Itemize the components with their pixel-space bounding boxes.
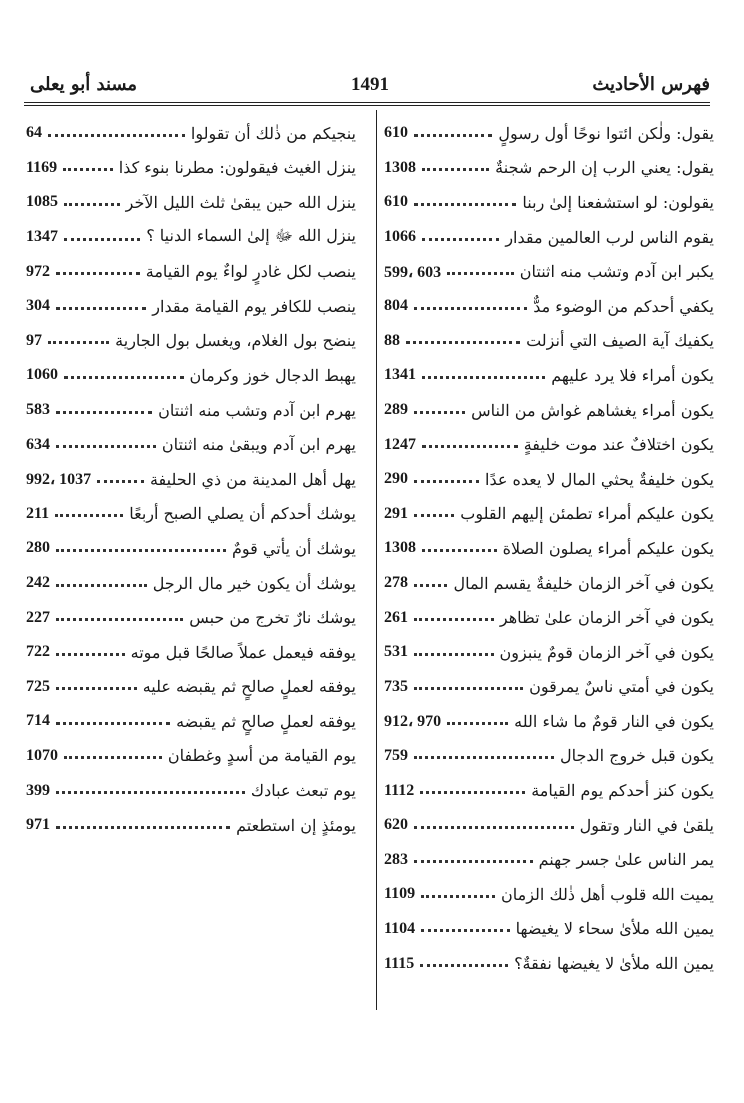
dot-leader: [447, 722, 508, 725]
hadith-number: 1070: [26, 746, 58, 764]
index-entry: [384, 220, 714, 255]
index-entry: [384, 324, 714, 359]
dot-leader: [56, 687, 137, 690]
index-column-left: [26, 116, 356, 842]
hadith-incipit: يكفي أحدكم من الوضوء مدٌّ: [533, 296, 714, 316]
hadith-incipit: يمين الله ملأىٰ لا يغيضها نفقةٌ؟: [514, 954, 714, 974]
index-entry: [384, 462, 714, 497]
hadith-number: 1085: [26, 193, 58, 211]
hadith-incipit: يكون أمراء يغشاهم غواش من الناس: [471, 400, 714, 420]
hadith-number: 64: [26, 124, 42, 142]
index-entry: [384, 877, 714, 912]
dot-leader: [414, 307, 527, 310]
index-entry: [26, 635, 356, 670]
hadith-number: 971: [26, 816, 50, 834]
hadith-number: 278: [384, 574, 408, 592]
hadith-number: 1115: [384, 954, 415, 972]
hadith-incipit: يومئذٍ إن استطعتم: [236, 815, 356, 835]
hadith-incipit: يهبط الدجال خوز وكرمان: [189, 365, 356, 385]
hadith-number: 283: [384, 850, 408, 868]
dot-leader: [414, 411, 465, 414]
index-entry: [384, 773, 714, 808]
hadith-incipit: يهرم ابن آدم وتشب منه اثنتان: [158, 400, 356, 420]
dot-leader: [422, 238, 499, 241]
dot-leader: [48, 134, 185, 137]
hadith-number: 610: [384, 124, 408, 142]
index-entry: [384, 808, 714, 843]
index-entry: [26, 531, 356, 566]
index-entry: [384, 946, 714, 981]
index-entry: [26, 739, 356, 774]
book-title: مسند أبو يعلى: [30, 74, 138, 95]
hadith-incipit: يكون اختلافٌ عند موت خليفةٍ: [523, 435, 714, 455]
hadith-number: 1109: [384, 885, 416, 903]
dot-leader: [56, 826, 230, 829]
dot-leader: [56, 445, 156, 448]
hadith-number: 1066: [384, 228, 416, 246]
hadith-incipit: يكفيك آية الصيف التي أنزلت: [526, 331, 714, 351]
index-entry: [384, 116, 714, 151]
hadith-number: 725: [26, 677, 50, 695]
index-entry: [384, 289, 714, 324]
hadith-number: 1341: [384, 366, 416, 384]
hadith-number: 759: [384, 746, 408, 764]
dot-leader: [421, 895, 495, 898]
hadith-number: 972: [26, 262, 50, 280]
page-header: [30, 62, 710, 102]
index-entry: [26, 116, 356, 151]
index-entry: [26, 462, 356, 497]
hadith-incipit: ينزل الغيث فيقولون: مطرنا بنوء كذا: [118, 158, 356, 178]
index-entry: [26, 808, 356, 843]
hadith-incipit: ينصب للكافر يوم القيامة مقدار: [152, 296, 356, 316]
hadith-incipit: يكون خليفةٌ يحثي المال لا يعده عدًا: [485, 469, 714, 489]
hadith-incipit: يقول: ولٰكن ائتوا نوحًا أول رسولٍ: [498, 123, 714, 143]
dot-leader: [406, 341, 520, 344]
dot-leader: [56, 618, 183, 621]
dot-leader: [414, 826, 574, 829]
index-entry: [384, 635, 714, 670]
index-entry: [26, 289, 356, 324]
dot-leader: [420, 791, 525, 794]
hadith-incipit: يكون في النار قومٌ ما شاء الله: [514, 711, 714, 731]
hadith-number: 1169: [26, 158, 58, 176]
index-entry: [26, 151, 356, 186]
hadith-incipit: يوشك أحدكم أن يصلي الصبح أربعًا: [129, 504, 356, 524]
hadith-number: 610: [384, 193, 408, 211]
hadith-incipit: يكون قبل خروج الدجال: [559, 746, 714, 766]
dot-leader: [56, 791, 245, 794]
hadith-incipit: يمر الناس علىٰ جسر جهنم: [538, 850, 714, 870]
dot-leader: [414, 134, 492, 137]
hadith-number: 261: [384, 608, 408, 626]
header-rule: [24, 102, 710, 103]
dot-leader: [56, 722, 170, 725]
hadith-number: 399: [26, 781, 50, 799]
index-entry: [26, 324, 356, 359]
page-number: 1491: [351, 74, 389, 95]
dot-leader: [56, 411, 152, 414]
hadith-incipit: يوشك نارٌ تخرج من حبس: [189, 608, 356, 628]
dot-leader: [64, 376, 184, 379]
dot-leader: [422, 549, 497, 552]
hadith-incipit: يوفقه لعملٍ صالحٍ ثم يقبضه عليه: [142, 677, 356, 697]
hadith-number: 289: [384, 401, 408, 419]
hadith-incipit: يكون كنز أحدكم يوم القيامة: [531, 781, 714, 801]
hadith-number: 735: [384, 677, 408, 695]
hadith-number: 620: [384, 816, 408, 834]
dot-leader: [414, 480, 479, 483]
dot-leader: [64, 238, 140, 241]
index-entry: [384, 842, 714, 877]
hadith-number: 1104: [384, 919, 416, 937]
index-entry: [26, 427, 356, 462]
hadith-number: 599، 603: [384, 263, 442, 281]
index-column-right: [384, 116, 714, 981]
dot-leader: [414, 203, 516, 206]
hadith-number: 88: [384, 331, 400, 349]
hadith-incipit: يكون أمراء فلا يرد عليهم: [551, 365, 714, 385]
hadith-number: 722: [26, 643, 50, 661]
dot-leader: [63, 168, 113, 171]
dot-leader: [447, 272, 514, 275]
hadith-number: 304: [26, 297, 50, 315]
index-entry: [384, 358, 714, 393]
index-entry: [26, 670, 356, 705]
hadith-incipit: يقول: يعني الرب إن الرحم شجنةٌ: [495, 158, 714, 178]
running-title: فهرس الأحاديث: [592, 74, 710, 95]
hadith-number: 227: [26, 608, 50, 626]
hadith-incipit: يكون في آخر الزمان خليفةٌ يقسم المال: [453, 573, 714, 593]
index-entry: [384, 427, 714, 462]
dot-leader: [414, 653, 494, 656]
hadith-number: 1347: [26, 228, 58, 246]
dot-leader: [56, 584, 147, 587]
hadith-number: 714: [26, 712, 50, 730]
hadith-number: 583: [26, 401, 50, 419]
dot-leader: [420, 964, 508, 967]
hadith-incipit: يكون عليكم أمراء يصلون الصلاة: [502, 538, 714, 558]
hadith-incipit: يكبر ابن آدم وتشب منه اثنتان: [519, 262, 714, 282]
dot-leader: [64, 203, 120, 206]
hadith-number: 1112: [384, 781, 415, 799]
hadith-number: 242: [26, 574, 50, 592]
dot-leader: [414, 756, 554, 759]
hadith-incipit: يقوم الناس لرب العالمين مقدار: [505, 227, 714, 247]
index-entry: [384, 393, 714, 428]
hadith-number: 1308: [384, 158, 416, 176]
hadith-number: 1060: [26, 366, 58, 384]
index-entry: [384, 566, 714, 601]
index-entry: [384, 531, 714, 566]
hadith-incipit: ينصب لكل غادرٍ لواءٌ يوم القيامة: [145, 262, 356, 282]
hadith-incipit: يوشك أن يأتي قومٌ: [232, 538, 356, 558]
hadith-number: 992، 1037: [26, 471, 92, 489]
dot-leader: [55, 514, 123, 517]
index-entry: [26, 220, 356, 255]
index-entry: [384, 497, 714, 532]
dot-leader: [56, 653, 125, 656]
index-entry: [384, 739, 714, 774]
hadith-number: 291: [384, 504, 408, 522]
index-entry: [26, 773, 356, 808]
dot-leader: [56, 307, 146, 310]
index-entry: [26, 254, 356, 289]
hadith-incipit: يوفقه لعملٍ صالحٍ ثم يقبضه: [176, 711, 356, 731]
hadith-number: 804: [384, 297, 408, 315]
index-entry: [26, 393, 356, 428]
hadith-incipit: ينزل الله حين يبقىٰ ثلث الليل الآخر: [125, 192, 356, 212]
index-entry: [384, 704, 714, 739]
index-entry: [26, 497, 356, 532]
hadith-incipit: يكون في آخر الزمان قومٌ ينبزون: [499, 642, 714, 662]
hadith-incipit: يكون عليكم أمراء تطمئن إليهم القلوب: [460, 504, 714, 524]
hadith-number: 1247: [384, 435, 416, 453]
index-entry: [26, 566, 356, 601]
hadith-number: 634: [26, 435, 50, 453]
index-entry: [384, 912, 714, 947]
dot-leader: [414, 584, 447, 587]
index-entry: [384, 600, 714, 635]
hadith-number: 290: [384, 470, 408, 488]
hadith-incipit: يكون في أمتي ناسٌ يمرقون: [529, 677, 714, 697]
dot-leader: [422, 376, 545, 379]
hadith-number: 211: [26, 504, 50, 522]
dot-leader: [56, 549, 226, 552]
index-entry: [384, 254, 714, 289]
dot-leader: [422, 445, 518, 448]
hadith-incipit: يوشك أن يكون خير مال الرجل: [152, 573, 356, 593]
hadith-incipit: يوفقه فيعمل عملاً صالحًا قبل موته: [130, 642, 356, 662]
hadith-incipit: يمين الله ملأىٰ سحاء لا يغيضها: [515, 919, 714, 939]
dot-leader: [97, 480, 144, 483]
dot-leader: [414, 860, 533, 863]
hadith-number: 912، 970: [384, 713, 442, 731]
index-entry: [26, 600, 356, 635]
dot-leader: [56, 272, 140, 275]
dot-leader: [422, 168, 489, 171]
hadith-number: 531: [384, 643, 408, 661]
hadith-number: 280: [26, 539, 50, 557]
hadith-incipit: يلقىٰ في النار وتقول: [579, 815, 714, 835]
hadith-incipit: يقولون: لو استشفعنا إلىٰ ربنا: [522, 192, 714, 212]
dot-leader: [48, 341, 109, 344]
dot-leader: [414, 618, 494, 621]
hadith-incipit: ينجيكم من ذٰلك أن تقولوا: [190, 123, 356, 143]
hadith-incipit: يهل أهل المدينة من ذي الحليفة: [149, 469, 356, 489]
index-entry: [26, 358, 356, 393]
hadith-number: 97: [26, 331, 42, 349]
index-entry: [384, 151, 714, 186]
hadith-incipit: يكون في آخر الزمان علىٰ تظاهر: [499, 608, 714, 628]
hadith-incipit: يهرم ابن آدم ويبقىٰ منه اثنتان: [161, 435, 356, 455]
hadith-incipit: ينزل الله ﷻ إلىٰ السماء الدنيا ؟: [146, 225, 356, 245]
dot-leader: [64, 756, 162, 759]
column-divider: [376, 110, 377, 1010]
dot-leader: [414, 514, 454, 517]
header-rule-double: [24, 105, 710, 106]
index-entry: [26, 704, 356, 739]
hadith-incipit: يوم القيامة من أسدٍ وغطفان: [167, 746, 356, 766]
dot-leader: [421, 929, 510, 932]
index-entry: [26, 185, 356, 220]
hadith-incipit: ينضح بول الغلام، ويغسل بول الجارية: [115, 331, 356, 351]
hadith-incipit: يميت الله قلوب أهل ذٰلك الزمان: [501, 884, 714, 904]
index-entry: [384, 670, 714, 705]
hadith-number: 1308: [384, 539, 416, 557]
index-entry: [384, 185, 714, 220]
dot-leader: [414, 687, 523, 690]
hadith-incipit: يوم تبعث عبادك: [250, 781, 356, 801]
